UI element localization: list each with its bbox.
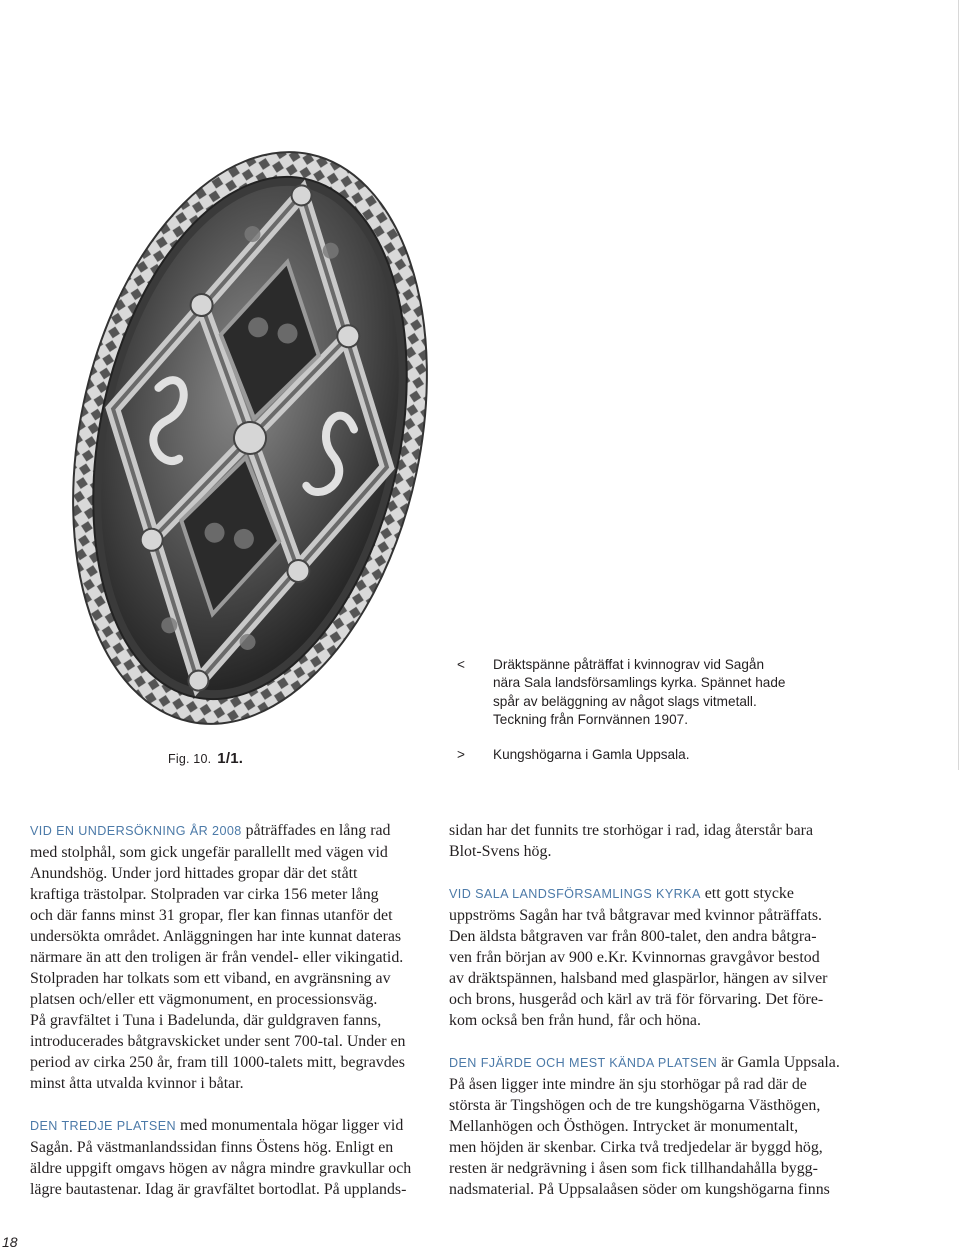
paragraph-text: är Gamla Uppsala. På åsen ligger inte mindre än sju storhögar på rad där de största är Tingshögen och de tre kungshögarna Västhögen, Mellanhögen och Östhögen. Intrycket är monumentalt, men höjden är skenbar. Cirka två tredjedelar är byggd hög, resten är nedgrävning i åsen som fick tillhandahålla bygg- nadsmaterial. På Uppsalaåsen söder om kungshögarna finns: [449, 1054, 840, 1198]
caption-kungshogarna: [457, 746, 827, 764]
left-text-column: [30, 820, 422, 1200]
caption-text: Dräktspänne påträffat i kvinnograv vid Sagån nära Sala landsförsamlings kyrka. Spännet hade spår av beläggning av något slags vitmetall. Teckning från Fornvännen 1907.: [493, 657, 786, 728]
oval-brooch-drawing-icon: [60, 118, 440, 768]
paragraph: [30, 820, 422, 1094]
caption-marker-left: <: [457, 657, 465, 672]
adjacent-image-edge: [958, 0, 959, 770]
paragraph: [449, 883, 874, 1031]
figure-label: [168, 750, 243, 767]
page-number: 18: [2, 1234, 18, 1250]
paragraph-text: sidan har det funnits tre storhögar i rad, idag återstår bara Blot-Svens hög.: [449, 822, 814, 860]
paragraph-lead: DEN FJÄRDE OCH MEST KÄNDA PLATSEN: [449, 1056, 718, 1070]
figure-number: Fig. 10.: [168, 752, 212, 766]
brooch-illustration: [60, 118, 440, 768]
paragraph-text: med monumentala högar ligger vid Sagån. På västmanlandssidan finns Östens hög. Enligt en äldre uppgift omgavs högen av några mindre gravkullar och lägre bautastenar. Idag är gravfältet bortodlat. På upplands-: [30, 1117, 412, 1198]
caption-text: Kungshögarna i Gamla Uppsala.: [493, 747, 690, 762]
right-text-column: [449, 820, 874, 1200]
paragraph-lead: VID SALA LANDSFÖRSAMLINGS KYRKA: [449, 887, 701, 901]
paragraph: [449, 1052, 874, 1200]
paragraph: [449, 820, 874, 862]
paragraph-text: ett gott stycke uppströms Sagån har två båtgravar med kvinnor påträffats. Den äldsta båtgraven var från 800-talet, den andra båtgra- ven från början av 900 e.Kr. Kvinnornas gravgåvor bestod av dräktspännen, halsband med glaspärlor, hängen av silver och brons, husgeråd och kärl av trä för förvaring. Det före- kom också ben från hund, får och höna.: [449, 885, 828, 1029]
caption-marker-right: >: [457, 747, 465, 762]
paragraph-lead: VID EN UNDERSÖKNING ÅR 2008: [30, 824, 242, 838]
caption-brooch: [457, 656, 827, 730]
paragraph-lead: DEN TREDJE PLATSEN: [30, 1119, 176, 1133]
paragraph: [30, 1115, 422, 1200]
paragraph-text: påträffades en lång rad med stolphål, som gick ungefär parallellt med vägen vid Anundshög. Under jord hittades gropar där det stått kraftiga trästolpar. Stolpraden var cirka 156 meter lång och där fanns minst 31 gropar, fler kan finnas utanför det undersökta området. Anläggningen har inte kunnat dateras närmare än att den troligen är från vendel- eller vikingatid. Stolpraden har tolkats som ett viband, en avgränsning av platsen och/eller ett vägmonument, en processionsväg. På gravfältet i Tuna i Badelunda, där guldgraven fanns, introducerades båtgravskicket under sent 700-tal. Under en period av cirka 250 år, fram till 1000-talets mitt, begravdes minst åtta utvalda kvinnor i båtar.: [30, 822, 406, 1092]
figure-scale: 1/1.: [217, 750, 244, 767]
